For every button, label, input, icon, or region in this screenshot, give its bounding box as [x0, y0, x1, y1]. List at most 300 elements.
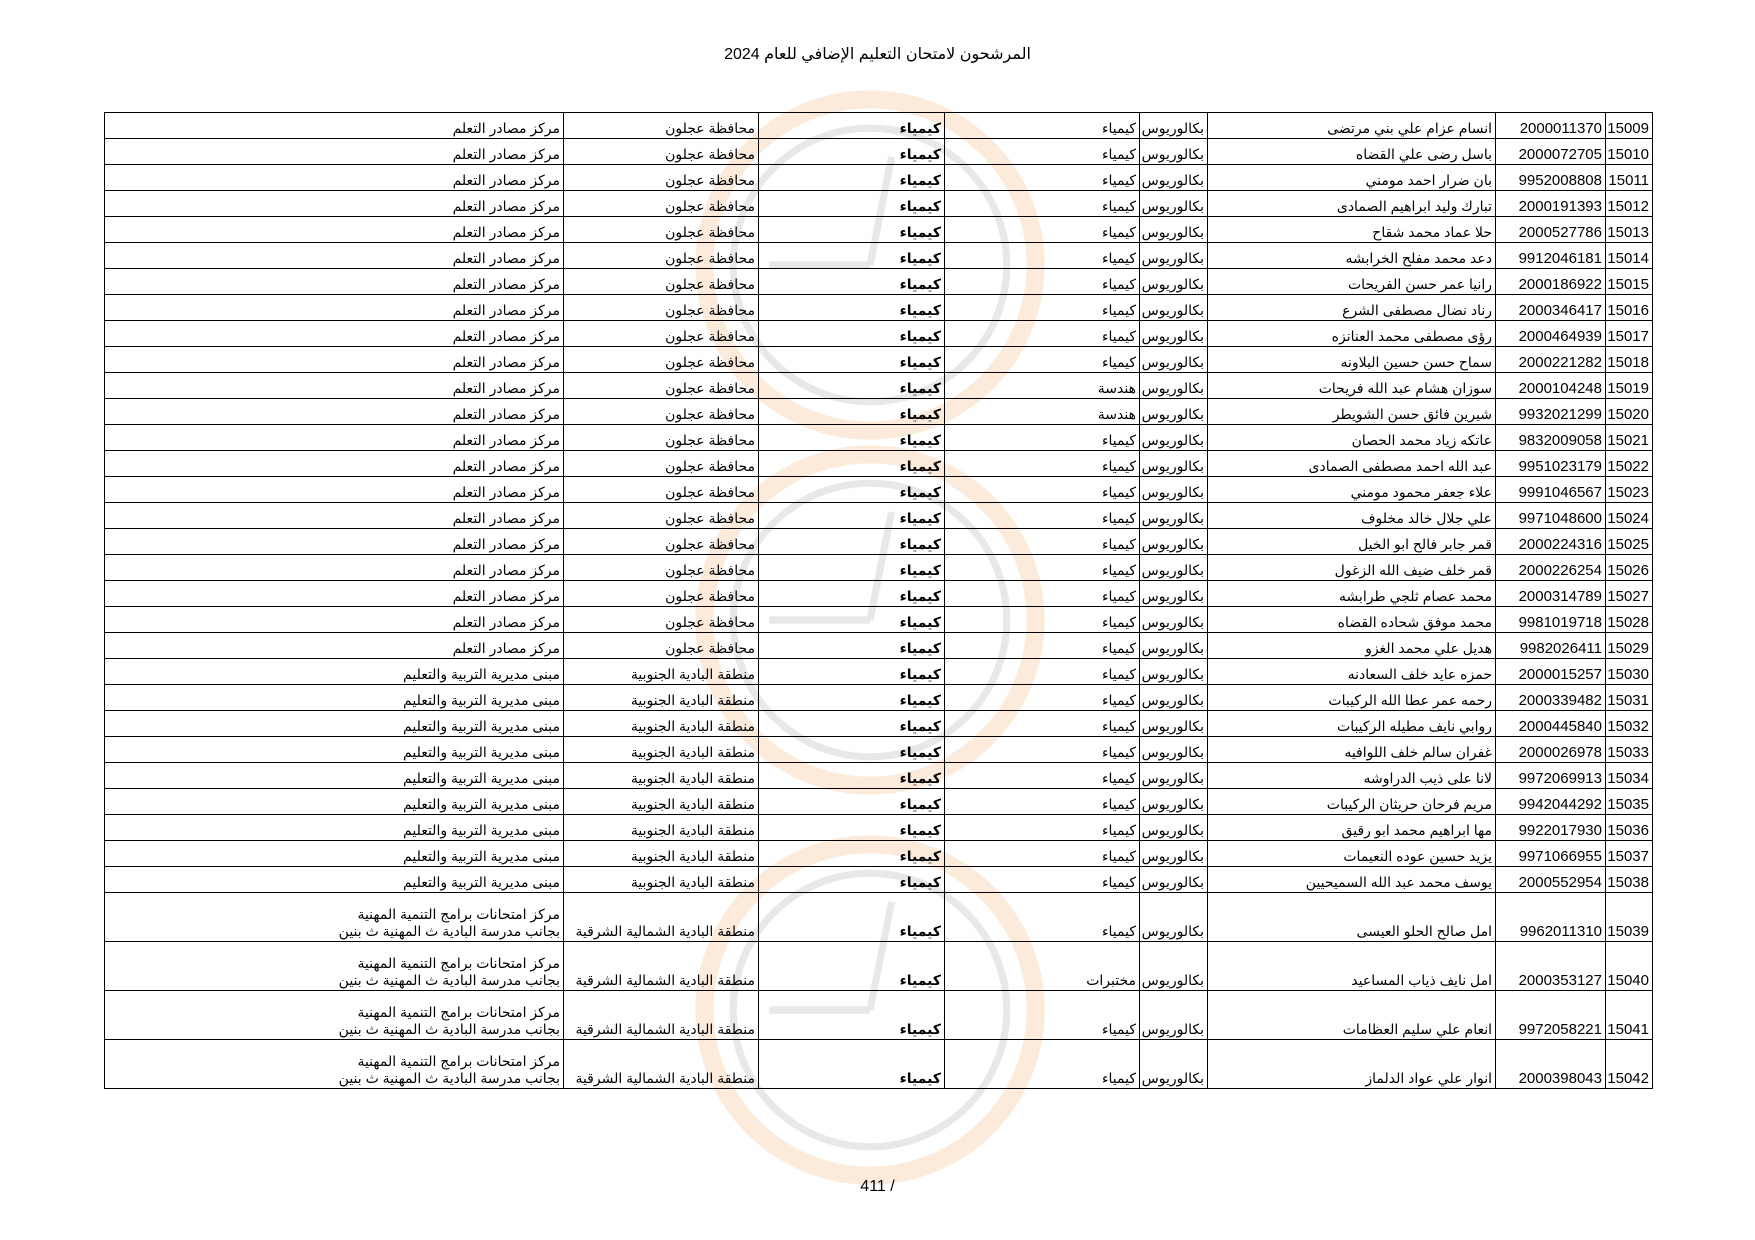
table-row [105, 711, 1653, 737]
region-cell: محافظة عجلون [564, 529, 759, 555]
degree-cell: بكالوريوس [1140, 451, 1208, 477]
subject-cell: كيمياء [759, 555, 945, 581]
exam-center-line: مركز امتحانات برامج التنمية المهنية [357, 955, 560, 971]
seq-cell: 15021 [1606, 425, 1653, 451]
table-row [105, 373, 1653, 399]
name-cell: رحمه عمر عطا الله الركيبات [1208, 685, 1496, 711]
exam-center-cell: مركز مصادر التعلم [105, 555, 564, 581]
table-row [105, 685, 1653, 711]
national-id-cell: 2000445840 [1496, 711, 1606, 737]
name-cell: عبد الله احمد مصطفى الصمادى [1208, 451, 1496, 477]
seq-cell: 15037 [1606, 841, 1653, 867]
name-cell: علي جلال خالد مخلوف [1208, 503, 1496, 529]
national-id-cell: 2000346417 [1496, 295, 1606, 321]
degree-cell: بكالوريوس [1140, 477, 1208, 503]
specialization-cell: مختبرات [945, 942, 1140, 991]
table-row [105, 217, 1653, 243]
exam-center-line: مركز امتحانات برامج التنمية المهنية [357, 906, 560, 922]
specialization-cell: كيمياء [945, 633, 1140, 659]
exam-center-cell: مركز مصادر التعلم [105, 607, 564, 633]
specialization-cell: كيمياء [945, 1040, 1140, 1089]
degree-cell: بكالوريوس [1140, 295, 1208, 321]
seq-cell: 15036 [1606, 815, 1653, 841]
specialization-cell: كيمياء [945, 685, 1140, 711]
national-id-cell: 9942044292 [1496, 789, 1606, 815]
subject-cell: كيمياء [759, 607, 945, 633]
name-cell: هديل علي محمد الغزو [1208, 633, 1496, 659]
exam-center-cell: مركز مصادر التعلم [105, 529, 564, 555]
seq-cell: 15030 [1606, 659, 1653, 685]
exam-center-cell: مركز مصادر التعلم [105, 217, 564, 243]
subject-cell: كيمياء [759, 347, 945, 373]
degree-cell: بكالوريوس [1140, 711, 1208, 737]
degree-cell: بكالوريوس [1140, 737, 1208, 763]
subject-cell: كيمياء [759, 243, 945, 269]
name-cell: رناد نضال مصطفى الشرع [1208, 295, 1496, 321]
specialization-cell: كيمياء [945, 529, 1140, 555]
table-row [105, 867, 1653, 893]
subject-cell: كيمياء [759, 789, 945, 815]
exam-center-cell: مبنى مديرية التربية والتعليم [105, 737, 564, 763]
exam-center-cell: مركز مصادر التعلم [105, 373, 564, 399]
degree-cell: بكالوريوس [1140, 581, 1208, 607]
region-cell: محافظة عجلون [564, 269, 759, 295]
region-cell: محافظة عجلون [564, 191, 759, 217]
table-row [105, 295, 1653, 321]
exam-center-line: بجانب مدرسة البادية ث المهنية ث بنين [338, 972, 560, 988]
degree-cell: بكالوريوس [1140, 867, 1208, 893]
subject-cell: كيمياء [759, 295, 945, 321]
national-id-cell: 2000011370 [1496, 113, 1606, 139]
table-row [105, 841, 1653, 867]
subject-cell: كيمياء [759, 451, 945, 477]
region-cell: محافظة عجلون [564, 295, 759, 321]
specialization-cell: كيمياء [945, 217, 1140, 243]
exam-center-cell: مركز مصادر التعلم [105, 633, 564, 659]
national-id-cell: 2000026978 [1496, 737, 1606, 763]
table-row [105, 191, 1653, 217]
subject-cell: كيمياء [759, 503, 945, 529]
region-cell: محافظة عجلون [564, 165, 759, 191]
degree-cell: بكالوريوس [1140, 321, 1208, 347]
national-id-cell: 9952008808 [1496, 165, 1606, 191]
table-row [105, 991, 1653, 1040]
subject-cell: كيمياء [759, 815, 945, 841]
specialization-cell: كيمياء [945, 191, 1140, 217]
table-row [105, 607, 1653, 633]
name-cell: رانيا عمر حسن الفريحات [1208, 269, 1496, 295]
exam-center-line: بجانب مدرسة البادية ث المهنية ث بنين [338, 1070, 560, 1086]
table-row [105, 269, 1653, 295]
table-row [105, 347, 1653, 373]
exam-center-cell [105, 893, 564, 942]
subject-cell: كيمياء [759, 321, 945, 347]
table-row [105, 139, 1653, 165]
candidates-table [104, 112, 1653, 1089]
subject-cell: كيمياء [759, 867, 945, 893]
region-cell: محافظة عجلون [564, 451, 759, 477]
degree-cell: بكالوريوس [1140, 991, 1208, 1040]
table-row [105, 789, 1653, 815]
name-cell: رؤى مصطفى محمد العنانزه [1208, 321, 1496, 347]
region-cell: محافظة عجلون [564, 633, 759, 659]
national-id-cell: 9991046567 [1496, 477, 1606, 503]
seq-cell: 15025 [1606, 529, 1653, 555]
name-cell: انوار علي عواد الدلماز [1208, 1040, 1496, 1089]
name-cell: سوزان هشام عبد الله فريحات [1208, 373, 1496, 399]
name-cell: لانا على ذيب الدراوشه [1208, 763, 1496, 789]
exam-center-line: مركز امتحانات برامج التنمية المهنية [357, 1053, 560, 1069]
name-cell: سماح حسن حسين البلاونه [1208, 347, 1496, 373]
national-id-cell: 2000104248 [1496, 373, 1606, 399]
table-row [105, 503, 1653, 529]
specialization-cell: كيمياء [945, 347, 1140, 373]
exam-center-cell [105, 991, 564, 1040]
seq-cell: 15016 [1606, 295, 1653, 321]
specialization-cell: كيمياء [945, 269, 1140, 295]
subject-cell: كيمياء [759, 991, 945, 1040]
seq-cell: 15017 [1606, 321, 1653, 347]
degree-cell: بكالوريوس [1140, 191, 1208, 217]
degree-cell: بكالوريوس [1140, 607, 1208, 633]
region-cell: منطقة البادية الجنوبية [564, 841, 759, 867]
national-id-cell: 9832009058 [1496, 425, 1606, 451]
seq-cell: 15038 [1606, 867, 1653, 893]
exam-center-line: مركز امتحانات برامج التنمية المهنية [357, 1004, 560, 1020]
table-row [105, 555, 1653, 581]
region-cell: محافظة عجلون [564, 399, 759, 425]
subject-cell: كيمياء [759, 191, 945, 217]
seq-cell: 15041 [1606, 991, 1653, 1040]
national-id-cell: 2000015257 [1496, 659, 1606, 685]
table-row [105, 763, 1653, 789]
region-cell: منطقة البادية الجنوبية [564, 737, 759, 763]
exam-center-cell: مركز مصادر التعلم [105, 295, 564, 321]
exam-center-cell: مركز مصادر التعلم [105, 243, 564, 269]
specialization-cell: كيمياء [945, 425, 1140, 451]
name-cell: بان ضرار احمد مومني [1208, 165, 1496, 191]
degree-cell: بكالوريوس [1140, 139, 1208, 165]
region-cell: محافظة عجلون [564, 321, 759, 347]
name-cell: قمر جابر فالح ابو الخيل [1208, 529, 1496, 555]
name-cell: حمزه عايد خلف السعادنه [1208, 659, 1496, 685]
specialization-cell: كيمياء [945, 841, 1140, 867]
national-id-cell: 9962011310 [1496, 893, 1606, 942]
region-cell: محافظة عجلون [564, 347, 759, 373]
subject-cell: كيمياء [759, 477, 945, 503]
degree-cell: بكالوريوس [1140, 503, 1208, 529]
degree-cell: بكالوريوس [1140, 269, 1208, 295]
national-id-cell: 2000339482 [1496, 685, 1606, 711]
degree-cell: بكالوريوس [1140, 841, 1208, 867]
region-cell: منطقة البادية الجنوبية [564, 659, 759, 685]
exam-center-cell: مركز مصادر التعلم [105, 477, 564, 503]
degree-cell: بكالوريوس [1140, 685, 1208, 711]
specialization-cell: كيمياء [945, 815, 1140, 841]
table-row [105, 529, 1653, 555]
name-cell: محمد عصام ثلجي طرابشه [1208, 581, 1496, 607]
degree-cell: بكالوريوس [1140, 789, 1208, 815]
national-id-cell: 2000226254 [1496, 555, 1606, 581]
region-cell: محافظة عجلون [564, 217, 759, 243]
subject-cell: كيمياء [759, 893, 945, 942]
seq-cell: 15012 [1606, 191, 1653, 217]
name-cell: دعد محمد مفلح الخرابشه [1208, 243, 1496, 269]
table-row [105, 942, 1653, 991]
region-cell: محافظة عجلون [564, 113, 759, 139]
name-cell: يوسف محمد عبد الله السميحيين [1208, 867, 1496, 893]
degree-cell: بكالوريوس [1140, 659, 1208, 685]
national-id-cell: 2000464939 [1496, 321, 1606, 347]
region-cell: منطقة البادية الشمالية الشرقية [564, 991, 759, 1040]
exam-center-cell: مبنى مديرية التربية والتعليم [105, 659, 564, 685]
seq-cell: 15020 [1606, 399, 1653, 425]
national-id-cell: 9951023179 [1496, 451, 1606, 477]
name-cell: مريم فرحان حريثان الركيبات [1208, 789, 1496, 815]
seq-cell: 15032 [1606, 711, 1653, 737]
region-cell: محافظة عجلون [564, 425, 759, 451]
exam-center-cell: مركز مصادر التعلم [105, 139, 564, 165]
exam-center-cell: مركز مصادر التعلم [105, 347, 564, 373]
degree-cell: بكالوريوس [1140, 425, 1208, 451]
region-cell: محافظة عجلون [564, 243, 759, 269]
exam-center-cell: مركز مصادر التعلم [105, 399, 564, 425]
specialization-cell: كيمياء [945, 893, 1140, 942]
national-id-cell: 9972058221 [1496, 991, 1606, 1040]
name-cell: انعام علي سليم العظامات [1208, 991, 1496, 1040]
subject-cell: كيمياء [759, 711, 945, 737]
table-row [105, 425, 1653, 451]
subject-cell: كيمياء [759, 763, 945, 789]
subject-cell: كيمياء [759, 425, 945, 451]
degree-cell: بكالوريوس [1140, 1040, 1208, 1089]
specialization-cell: كيمياء [945, 477, 1140, 503]
table-row [105, 1040, 1653, 1089]
exam-center-cell: مبنى مديرية التربية والتعليم [105, 815, 564, 841]
national-id-cell: 2000191393 [1496, 191, 1606, 217]
seq-cell: 15014 [1606, 243, 1653, 269]
region-cell: منطقة البادية الجنوبية [564, 711, 759, 737]
national-id-cell: 9981019718 [1496, 607, 1606, 633]
specialization-cell: هندسة [945, 399, 1140, 425]
region-cell: محافظة عجلون [564, 581, 759, 607]
degree-cell: بكالوريوس [1140, 113, 1208, 139]
table-row [105, 321, 1653, 347]
table-row [105, 815, 1653, 841]
specialization-cell: كيمياء [945, 581, 1140, 607]
table-row [105, 659, 1653, 685]
exam-center-cell: مركز مصادر التعلم [105, 503, 564, 529]
region-cell: منطقة البادية الجنوبية [564, 763, 759, 789]
specialization-cell: كيمياء [945, 503, 1140, 529]
seq-cell: 15040 [1606, 942, 1653, 991]
table-row [105, 243, 1653, 269]
subject-cell: كيمياء [759, 685, 945, 711]
table-row [105, 477, 1653, 503]
national-id-cell: 9912046181 [1496, 243, 1606, 269]
seq-cell: 15015 [1606, 269, 1653, 295]
national-id-cell: 9971048600 [1496, 503, 1606, 529]
national-id-cell: 9971066955 [1496, 841, 1606, 867]
national-id-cell: 2000186922 [1496, 269, 1606, 295]
seq-cell: 15028 [1606, 607, 1653, 633]
table-row [105, 737, 1653, 763]
specialization-cell: كيمياء [945, 789, 1140, 815]
subject-cell: كيمياء [759, 399, 945, 425]
table-row [105, 893, 1653, 942]
name-cell: انسام عزام علي بني مرتضى [1208, 113, 1496, 139]
name-cell: حلا عماد محمد شقاح [1208, 217, 1496, 243]
exam-center-cell: مركز مصادر التعلم [105, 581, 564, 607]
exam-center-cell: مبنى مديرية التربية والتعليم [105, 685, 564, 711]
degree-cell: بكالوريوس [1140, 815, 1208, 841]
name-cell: قمر خلف ضيف الله الزغول [1208, 555, 1496, 581]
seq-cell: 15018 [1606, 347, 1653, 373]
national-id-cell: 2000224316 [1496, 529, 1606, 555]
seq-cell: 15031 [1606, 685, 1653, 711]
seq-cell: 15029 [1606, 633, 1653, 659]
degree-cell: بكالوريوس [1140, 165, 1208, 191]
degree-cell: بكالوريوس [1140, 942, 1208, 991]
specialization-cell: كيمياء [945, 139, 1140, 165]
national-id-cell: 2000072705 [1496, 139, 1606, 165]
seq-cell: 15035 [1606, 789, 1653, 815]
subject-cell: كيمياء [759, 139, 945, 165]
degree-cell: بكالوريوس [1140, 633, 1208, 659]
national-id-cell: 2000552954 [1496, 867, 1606, 893]
name-cell: غفران سالم خلف اللوافيه [1208, 737, 1496, 763]
national-id-cell: 2000353127 [1496, 942, 1606, 991]
seq-cell: 15022 [1606, 451, 1653, 477]
specialization-cell: هندسة [945, 373, 1140, 399]
seq-cell: 15023 [1606, 477, 1653, 503]
degree-cell: بكالوريوس [1140, 893, 1208, 942]
national-id-cell: 9972069913 [1496, 763, 1606, 789]
region-cell: محافظة عجلون [564, 139, 759, 165]
specialization-cell: كيمياء [945, 555, 1140, 581]
name-cell: شيرين فائق حسن الشويطر [1208, 399, 1496, 425]
region-cell: محافظة عجلون [564, 607, 759, 633]
national-id-cell: 2000221282 [1496, 347, 1606, 373]
seq-cell: 15011 [1606, 165, 1653, 191]
seq-cell: 15010 [1606, 139, 1653, 165]
table-row [105, 451, 1653, 477]
name-cell: تبارك وليد ابراهيم الصمادى [1208, 191, 1496, 217]
exam-center-cell [105, 1040, 564, 1089]
exam-center-cell [105, 942, 564, 991]
name-cell: باسل رضى علي القضاه [1208, 139, 1496, 165]
seq-cell: 15042 [1606, 1040, 1653, 1089]
exam-center-cell: مبنى مديرية التربية والتعليم [105, 763, 564, 789]
subject-cell: كيمياء [759, 581, 945, 607]
degree-cell: بكالوريوس [1140, 399, 1208, 425]
subject-cell: كيمياء [759, 633, 945, 659]
degree-cell: بكالوريوس [1140, 529, 1208, 555]
name-cell: روابي نايف مطيله الركيبات [1208, 711, 1496, 737]
name-cell: محمد موفق شحاده القضاه [1208, 607, 1496, 633]
table-row [105, 581, 1653, 607]
specialization-cell: كيمياء [945, 737, 1140, 763]
seq-cell: 15024 [1606, 503, 1653, 529]
degree-cell: بكالوريوس [1140, 373, 1208, 399]
national-id-cell: 2000314789 [1496, 581, 1606, 607]
exam-center-line: بجانب مدرسة البادية ث المهنية ث بنين [338, 1021, 560, 1037]
table-row [105, 165, 1653, 191]
subject-cell: كيمياء [759, 659, 945, 685]
region-cell: محافظة عجلون [564, 503, 759, 529]
subject-cell: كيمياء [759, 942, 945, 991]
seq-cell: 15034 [1606, 763, 1653, 789]
specialization-cell: كيمياء [945, 991, 1140, 1040]
subject-cell: كيمياء [759, 113, 945, 139]
national-id-cell: 9922017930 [1496, 815, 1606, 841]
region-cell: منطقة البادية الجنوبية [564, 789, 759, 815]
region-cell: محافظة عجلون [564, 555, 759, 581]
specialization-cell: كيمياء [945, 867, 1140, 893]
exam-center-cell: مبنى مديرية التربية والتعليم [105, 711, 564, 737]
specialization-cell: كيمياء [945, 451, 1140, 477]
subject-cell: كيمياء [759, 165, 945, 191]
specialization-cell: كيمياء [945, 763, 1140, 789]
exam-center-cell: مركز مصادر التعلم [105, 113, 564, 139]
page-number: 411 / [860, 1178, 895, 1195]
national-id-cell: 2000398043 [1496, 1040, 1606, 1089]
subject-cell: كيمياء [759, 1040, 945, 1089]
exam-center-cell: مبنى مديرية التربية والتعليم [105, 789, 564, 815]
table-row [105, 399, 1653, 425]
name-cell: مها ابراهيم محمد ابو رقيق [1208, 815, 1496, 841]
region-cell: محافظة عجلون [564, 477, 759, 503]
specialization-cell: كيمياء [945, 243, 1140, 269]
specialization-cell: كيمياء [945, 711, 1140, 737]
subject-cell: كيمياء [759, 217, 945, 243]
seq-cell: 15019 [1606, 373, 1653, 399]
subject-cell: كيمياء [759, 841, 945, 867]
specialization-cell: كيمياء [945, 659, 1140, 685]
degree-cell: بكالوريوس [1140, 217, 1208, 243]
subject-cell: كيمياء [759, 269, 945, 295]
seq-cell: 15013 [1606, 217, 1653, 243]
seq-cell: 15026 [1606, 555, 1653, 581]
degree-cell: بكالوريوس [1140, 555, 1208, 581]
exam-center-cell: مركز مصادر التعلم [105, 165, 564, 191]
region-cell: منطقة البادية الشمالية الشرقية [564, 1040, 759, 1089]
national-id-cell: 9982026411 [1496, 633, 1606, 659]
specialization-cell: كيمياء [945, 295, 1140, 321]
seq-cell: 15009 [1606, 113, 1653, 139]
region-cell: منطقة البادية الجنوبية [564, 685, 759, 711]
region-cell: منطقة البادية الشمالية الشرقية [564, 942, 759, 991]
degree-cell: بكالوريوس [1140, 763, 1208, 789]
exam-center-cell: مبنى مديرية التربية والتعليم [105, 841, 564, 867]
name-cell: امل صالح الحلو العيسى [1208, 893, 1496, 942]
region-cell: محافظة عجلون [564, 373, 759, 399]
exam-center-cell: مركز مصادر التعلم [105, 451, 564, 477]
name-cell: عاتكه زياد محمد الحصان [1208, 425, 1496, 451]
degree-cell: بكالوريوس [1140, 243, 1208, 269]
name-cell: علاء جعفر محمود مومني [1208, 477, 1496, 503]
exam-center-cell: مبنى مديرية التربية والتعليم [105, 867, 564, 893]
subject-cell: كيمياء [759, 737, 945, 763]
specialization-cell: كيمياء [945, 165, 1140, 191]
exam-center-cell: مركز مصادر التعلم [105, 321, 564, 347]
table-row [105, 633, 1653, 659]
region-cell: منطقة البادية الجنوبية [564, 815, 759, 841]
exam-center-cell: مركز مصادر التعلم [105, 425, 564, 451]
name-cell: يزيد حسين عوده النعيمات [1208, 841, 1496, 867]
specialization-cell: كيمياء [945, 607, 1140, 633]
degree-cell: بكالوريوس [1140, 347, 1208, 373]
